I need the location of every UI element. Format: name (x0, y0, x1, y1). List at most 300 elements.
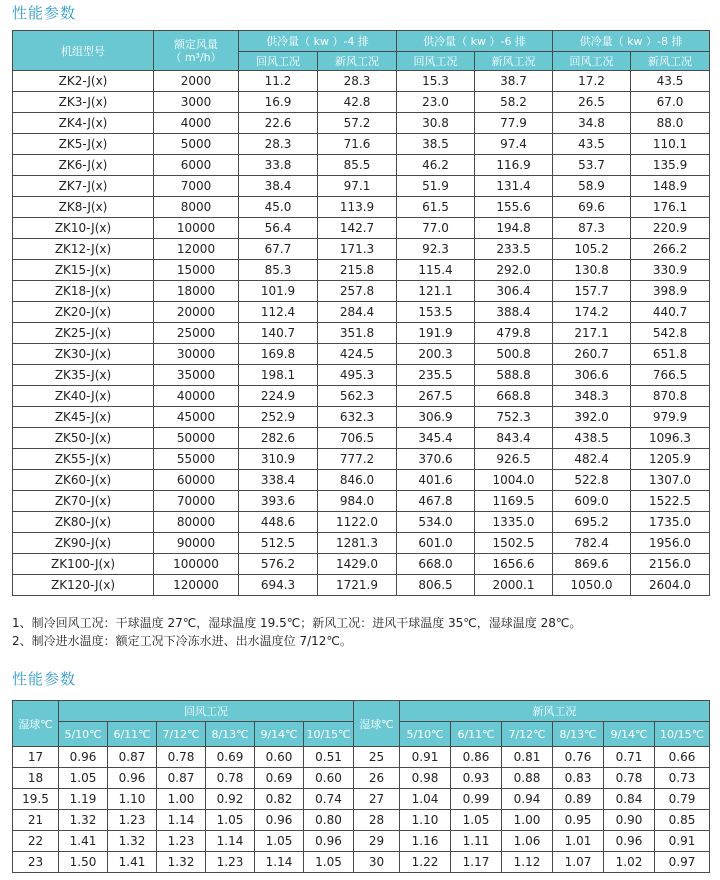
table-cell: 38.4 (239, 176, 318, 197)
table-cell: 2604.0 (631, 575, 710, 596)
table-cell: 782.4 (553, 533, 631, 554)
table-row (13, 449, 710, 470)
table-cell: 330.9 (631, 260, 710, 281)
table-cell: 45000 (154, 407, 239, 428)
table-cell: 21 (13, 810, 59, 831)
table-cell: 0.82 (255, 789, 304, 810)
table-cell: 43.5 (553, 134, 631, 155)
table-cell: 370.6 (397, 449, 475, 470)
table-cell: 1.14 (157, 810, 206, 831)
table-row (13, 747, 710, 768)
header-wetbulb-right: 湿球℃ (354, 701, 400, 747)
header-temp: 7/12℃ (502, 722, 553, 747)
table-cell: 85.5 (318, 155, 397, 176)
table-cell: 522.8 (553, 470, 631, 491)
table-cell: 1.04 (400, 789, 451, 810)
table-cell: 0.66 (655, 747, 710, 768)
header-fresh-air: 新风工况 (400, 701, 710, 722)
table-row (13, 365, 710, 386)
table-cell: 29 (354, 831, 400, 852)
table-cell: 30 (354, 852, 400, 873)
table-cell: 0.93 (451, 768, 502, 789)
header-group-4row: 供冷量（ kw ）-4 排 (239, 31, 397, 52)
table-row (13, 92, 710, 113)
table-cell: 576.2 (239, 554, 318, 575)
header-temp: 7/12℃ (157, 722, 206, 747)
table-cell: 169.8 (239, 344, 318, 365)
table-cell: 50000 (154, 428, 239, 449)
table-cell: 306.9 (397, 407, 475, 428)
header-temp: 8/13℃ (553, 722, 604, 747)
table-cell: 30.8 (397, 113, 475, 134)
table-cell: 26.5 (553, 92, 631, 113)
table-cell: 1.06 (502, 831, 553, 852)
table-cell: 1721.9 (318, 575, 397, 596)
table-cell: 310.9 (239, 449, 318, 470)
section-title-performance: 性能参数 (12, 4, 77, 22)
header-airflow (154, 31, 239, 71)
table-cell: 0.74 (304, 789, 354, 810)
table-cell: 870.8 (631, 386, 710, 407)
table-cell: 69.6 (553, 197, 631, 218)
table-row (13, 428, 710, 449)
table-cell: 87.3 (553, 218, 631, 239)
table-cell: 1.05 (59, 768, 108, 789)
table-cell: 0.91 (400, 747, 451, 768)
table-cell: 58.2 (475, 92, 553, 113)
table-cell: 8000 (154, 197, 239, 218)
note-1: 1、制冷回风工况：干球温度 27℃，湿球温度 19.5℃；新风工况：进风干球温度 35℃，湿球温度 28℃。 (12, 616, 582, 630)
table-cell: 105.2 (553, 239, 631, 260)
table-cell: 1429.0 (318, 554, 397, 575)
table-cell: 766.5 (631, 365, 710, 386)
table-row (13, 533, 710, 554)
table-cell: 88.0 (631, 113, 710, 134)
table-cell: 130.8 (553, 260, 631, 281)
header-temp: 10/15℃ (655, 722, 710, 747)
header-temp: 10/15℃ (304, 722, 354, 747)
table-cell: 0.96 (604, 831, 655, 852)
table-cell: 0.78 (206, 768, 255, 789)
table-cell: 38.5 (397, 134, 475, 155)
table-cell: ZK10-J(x) (13, 218, 154, 239)
table-cell: 292.0 (475, 260, 553, 281)
table-cell: 479.8 (475, 323, 553, 344)
table-cell: 34.8 (553, 113, 631, 134)
header-temp: 5/10℃ (400, 722, 451, 747)
table-cell: 1.10 (400, 810, 451, 831)
table-cell: 2000.1 (475, 575, 553, 596)
table-cell: 601.0 (397, 533, 475, 554)
table-cell: 1307.0 (631, 470, 710, 491)
table-cell: ZK90-J(x) (13, 533, 154, 554)
table-cell: 1.32 (108, 831, 157, 852)
table-cell: 60000 (154, 470, 239, 491)
table-cell: 448.6 (239, 512, 318, 533)
table-cell: 0.86 (451, 747, 502, 768)
table-cell: 70000 (154, 491, 239, 512)
table-cell: 1.50 (59, 852, 108, 873)
table-cell: 694.3 (239, 575, 318, 596)
table-cell: 10000 (154, 218, 239, 239)
table-cell: 588.8 (475, 365, 553, 386)
table-cell: 56.4 (239, 218, 318, 239)
table-cell: 176.1 (631, 197, 710, 218)
table-cell: 71.6 (318, 134, 397, 155)
table-cell: 0.79 (655, 789, 710, 810)
header-group-8row: 供冷量（ kw ）-8 排 (553, 31, 710, 52)
table-cell: 43.5 (631, 71, 710, 92)
table-cell: 668.8 (475, 386, 553, 407)
table-cell: ZK4-J(x) (13, 113, 154, 134)
table-cell: 1.07 (553, 852, 604, 873)
table-cell: ZK5-J(x) (13, 134, 154, 155)
table-cell: 120000 (154, 575, 239, 596)
table-cell: 17 (13, 747, 59, 768)
table-cell: 1956.0 (631, 533, 710, 554)
table-cell: 2000 (154, 71, 239, 92)
table-cell: 23.0 (397, 92, 475, 113)
header-temp: 6/11℃ (451, 722, 502, 747)
table-cell: 28 (354, 810, 400, 831)
table-cell: 706.5 (318, 428, 397, 449)
table-row (13, 260, 710, 281)
table-row (13, 344, 710, 365)
table-cell: 1004.0 (475, 470, 553, 491)
table-cell: 200.3 (397, 344, 475, 365)
table-cell: ZK60-J(x) (13, 470, 154, 491)
table-cell: 38.7 (475, 71, 553, 92)
table-cell: 198.1 (239, 365, 318, 386)
table-cell: 235.5 (397, 365, 475, 386)
table-cell: 194.8 (475, 218, 553, 239)
table-row (13, 386, 710, 407)
table-cell: ZK15-J(x) (13, 260, 154, 281)
table-row (13, 852, 710, 873)
table-cell: 1502.5 (475, 533, 553, 554)
table-row (13, 554, 710, 575)
table-cell: 40000 (154, 386, 239, 407)
table-cell: 135.9 (631, 155, 710, 176)
table-cell: ZK55-J(x) (13, 449, 154, 470)
table-cell: 1.00 (157, 789, 206, 810)
table-cell: 67.0 (631, 92, 710, 113)
table-cell: 18 (13, 768, 59, 789)
table-cell: 0.88 (502, 768, 553, 789)
table-cell: 53.7 (553, 155, 631, 176)
table-cell: 0.89 (553, 789, 604, 810)
table-row (13, 71, 710, 92)
table-cell: ZK25-J(x) (13, 323, 154, 344)
table-cell: 92.3 (397, 239, 475, 260)
table-cell: 2156.0 (631, 554, 710, 575)
table-cell: 695.2 (553, 512, 631, 533)
header-sub: 回风工况 (397, 52, 475, 71)
table-cell: 1.14 (255, 852, 304, 873)
table-cell: 171.3 (318, 239, 397, 260)
section-title-correction: 性能参数 (12, 670, 77, 688)
table-cell: 1281.3 (318, 533, 397, 554)
table-cell: 113.9 (318, 197, 397, 218)
table-cell: 0.71 (604, 747, 655, 768)
table-cell: 393.6 (239, 491, 318, 512)
table-row (13, 575, 710, 596)
table-cell: 0.60 (255, 747, 304, 768)
table-row (13, 491, 710, 512)
table-cell: 100000 (154, 554, 239, 575)
header-airflow-line1: 额定风量 (174, 37, 218, 51)
table-cell: ZK40-J(x) (13, 386, 154, 407)
table-row (13, 134, 710, 155)
table-cell: 61.5 (397, 197, 475, 218)
table-cell: 252.9 (239, 407, 318, 428)
table-cell: 1.05 (255, 831, 304, 852)
table-cell: 140.7 (239, 323, 318, 344)
table-row (13, 789, 710, 810)
table-cell: 267.5 (397, 386, 475, 407)
table-cell: 116.9 (475, 155, 553, 176)
table-cell: 19.5 (13, 789, 59, 810)
table-cell: 1.23 (206, 852, 255, 873)
table-row (13, 281, 710, 302)
table-cell: 85.3 (239, 260, 318, 281)
table-cell: 121.1 (397, 281, 475, 302)
table-row (13, 155, 710, 176)
table-cell: 1205.9 (631, 449, 710, 470)
table-cell: 28.3 (239, 134, 318, 155)
table-cell: 1.01 (553, 831, 604, 852)
table-cell: ZK100-J(x) (13, 554, 154, 575)
table-cell: 0.91 (655, 831, 710, 852)
table-cell: 869.6 (553, 554, 631, 575)
table-cell: 351.8 (318, 323, 397, 344)
table-cell: 112.4 (239, 302, 318, 323)
table-cell: 500.8 (475, 344, 553, 365)
header-return-air: 回风工况 (59, 701, 354, 722)
table-cell: 0.96 (59, 747, 108, 768)
header-sub: 回风工况 (553, 52, 631, 71)
table-cell: 15000 (154, 260, 239, 281)
table-cell: ZK70-J(x) (13, 491, 154, 512)
table-cell: 0.83 (553, 768, 604, 789)
table-cell: 3000 (154, 92, 239, 113)
header-sub: 新风工况 (475, 52, 553, 71)
table-cell: 17.2 (553, 71, 631, 92)
table-cell: 1169.5 (475, 491, 553, 512)
table-row (13, 197, 710, 218)
table-cell: 0.92 (206, 789, 255, 810)
table-cell: 4000 (154, 113, 239, 134)
table-cell: 215.8 (318, 260, 397, 281)
table-row (13, 831, 710, 852)
table-cell: ZK30-J(x) (13, 344, 154, 365)
table-cell: ZK35-J(x) (13, 365, 154, 386)
table-cell: 266.2 (631, 239, 710, 260)
table-cell: 0.96 (304, 831, 354, 852)
table-cell: 174.2 (553, 302, 631, 323)
table-cell: 668.0 (397, 554, 475, 575)
table-cell: 22 (13, 831, 59, 852)
table-row (13, 302, 710, 323)
table-cell: 0.78 (157, 747, 206, 768)
table-cell: 1.22 (400, 852, 451, 873)
table-cell: 157.7 (553, 281, 631, 302)
table-cell: 11.2 (239, 71, 318, 92)
table-cell: 0.95 (553, 810, 604, 831)
table-cell: 155.6 (475, 197, 553, 218)
table-cell: 401.6 (397, 470, 475, 491)
table-cell: 257.8 (318, 281, 397, 302)
table-cell: 495.3 (318, 365, 397, 386)
table-cell: 45.0 (239, 197, 318, 218)
table-cell: 1.16 (400, 831, 451, 852)
header-temp: 9/14℃ (255, 722, 304, 747)
table-cell: 28.3 (318, 71, 397, 92)
table-cell: 0.60 (304, 768, 354, 789)
table-cell: 392.0 (553, 407, 631, 428)
table-cell: 752.3 (475, 407, 553, 428)
header-temp: 6/11℃ (108, 722, 157, 747)
table-row (13, 768, 710, 789)
header-sub: 回风工况 (239, 52, 318, 71)
header-temp: 9/14℃ (604, 722, 655, 747)
table-cell: 388.4 (475, 302, 553, 323)
table-cell: 1.05 (304, 852, 354, 873)
table-cell: 46.2 (397, 155, 475, 176)
table-cell: 25000 (154, 323, 239, 344)
table-cell: 1.32 (59, 810, 108, 831)
table-cell: 1.23 (108, 810, 157, 831)
table-cell: 27 (354, 789, 400, 810)
table-cell: ZK18-J(x) (13, 281, 154, 302)
table-cell: ZK20-J(x) (13, 302, 154, 323)
table-cell: 440.7 (631, 302, 710, 323)
table-cell: 0.85 (655, 810, 710, 831)
table-cell: 131.4 (475, 176, 553, 197)
table-cell: 97.4 (475, 134, 553, 155)
table-cell: 651.8 (631, 344, 710, 365)
table-cell: 57.2 (318, 113, 397, 134)
table-cell: 51.9 (397, 176, 475, 197)
table-cell: 1.10 (108, 789, 157, 810)
table-cell: 1.14 (206, 831, 255, 852)
table-cell: 284.4 (318, 302, 397, 323)
table-cell: 0.69 (255, 768, 304, 789)
header-wetbulb-left: 湿球℃ (13, 701, 59, 747)
table-cell: 0.98 (400, 768, 451, 789)
table-cell: 1.12 (502, 852, 553, 873)
table-cell: 843.4 (475, 428, 553, 449)
table-cell: 1335.0 (475, 512, 553, 533)
table-cell: 1.02 (604, 852, 655, 873)
table-cell: 142.7 (318, 218, 397, 239)
table-cell: 0.97 (655, 852, 710, 873)
table-cell: 984.0 (318, 491, 397, 512)
note-2: 2、制冷进水温度：额定工况下冷冻水进、出水温度位 7/12℃。 (12, 634, 352, 648)
table-cell: 26 (354, 768, 400, 789)
correction-table-body (13, 747, 710, 873)
table-cell: 0.96 (108, 768, 157, 789)
table-cell: 1.05 (206, 810, 255, 831)
table-cell: 562.3 (318, 386, 397, 407)
table-cell: 1.17 (451, 852, 502, 873)
table-cell: 22.6 (239, 113, 318, 134)
table-cell: 153.5 (397, 302, 475, 323)
table-cell: 0.90 (604, 810, 655, 831)
table-row (13, 810, 710, 831)
table-cell: 1522.5 (631, 491, 710, 512)
table-row (13, 176, 710, 197)
table-cell: 926.5 (475, 449, 553, 470)
header-temp: 8/13℃ (206, 722, 255, 747)
table-cell: 115.4 (397, 260, 475, 281)
table-cell: 979.9 (631, 407, 710, 428)
table-cell: 20000 (154, 302, 239, 323)
table-cell: 67.7 (239, 239, 318, 260)
table-cell: 282.6 (239, 428, 318, 449)
table-cell: 58.9 (553, 176, 631, 197)
table-cell: 224.9 (239, 386, 318, 407)
table-cell: 345.4 (397, 428, 475, 449)
table-cell: 1656.6 (475, 554, 553, 575)
table-cell: ZK2-J(x) (13, 71, 154, 92)
table-cell: 35000 (154, 365, 239, 386)
table-row (13, 239, 710, 260)
table-cell: 1.05 (451, 810, 502, 831)
table-cell: 77.9 (475, 113, 553, 134)
table-cell: 542.8 (631, 323, 710, 344)
table-cell: 30000 (154, 344, 239, 365)
table-cell: 7000 (154, 176, 239, 197)
table-cell: 16.9 (239, 92, 318, 113)
table-cell: 33.8 (239, 155, 318, 176)
table-cell: ZK8-J(x) (13, 197, 154, 218)
header-temp: 5/10℃ (59, 722, 108, 747)
table-cell: 77.0 (397, 218, 475, 239)
table-cell: ZK80-J(x) (13, 512, 154, 533)
table-cell: 1.32 (157, 852, 206, 873)
table-cell: 0.69 (206, 747, 255, 768)
table-cell: 348.3 (553, 386, 631, 407)
table-cell: 1.23 (157, 831, 206, 852)
table-cell: 306.4 (475, 281, 553, 302)
table-cell: 0.99 (451, 789, 502, 810)
table-cell: 512.5 (239, 533, 318, 554)
table-cell: 777.2 (318, 449, 397, 470)
table-cell: 1050.0 (553, 575, 631, 596)
table-cell: 80000 (154, 512, 239, 533)
table-cell: 534.0 (397, 512, 475, 533)
table-cell: 1.00 (502, 810, 553, 831)
table-cell: 0.81 (502, 747, 553, 768)
table-cell: 846.0 (318, 470, 397, 491)
table-cell: 233.5 (475, 239, 553, 260)
table-row (13, 323, 710, 344)
table-cell: 0.96 (255, 810, 304, 831)
table-cell: 220.9 (631, 218, 710, 239)
table-cell: 0.87 (157, 768, 206, 789)
table-cell: 0.73 (655, 768, 710, 789)
table-cell: ZK6-J(x) (13, 155, 154, 176)
table-cell: ZK45-J(x) (13, 407, 154, 428)
header-sub: 新风工况 (318, 52, 397, 71)
table-cell: 55000 (154, 449, 239, 470)
header-model: 机组型号 (13, 31, 154, 71)
table-cell: ZK3-J(x) (13, 92, 154, 113)
table-cell: 260.7 (553, 344, 631, 365)
table-cell: 632.3 (318, 407, 397, 428)
table-cell: 482.4 (553, 449, 631, 470)
